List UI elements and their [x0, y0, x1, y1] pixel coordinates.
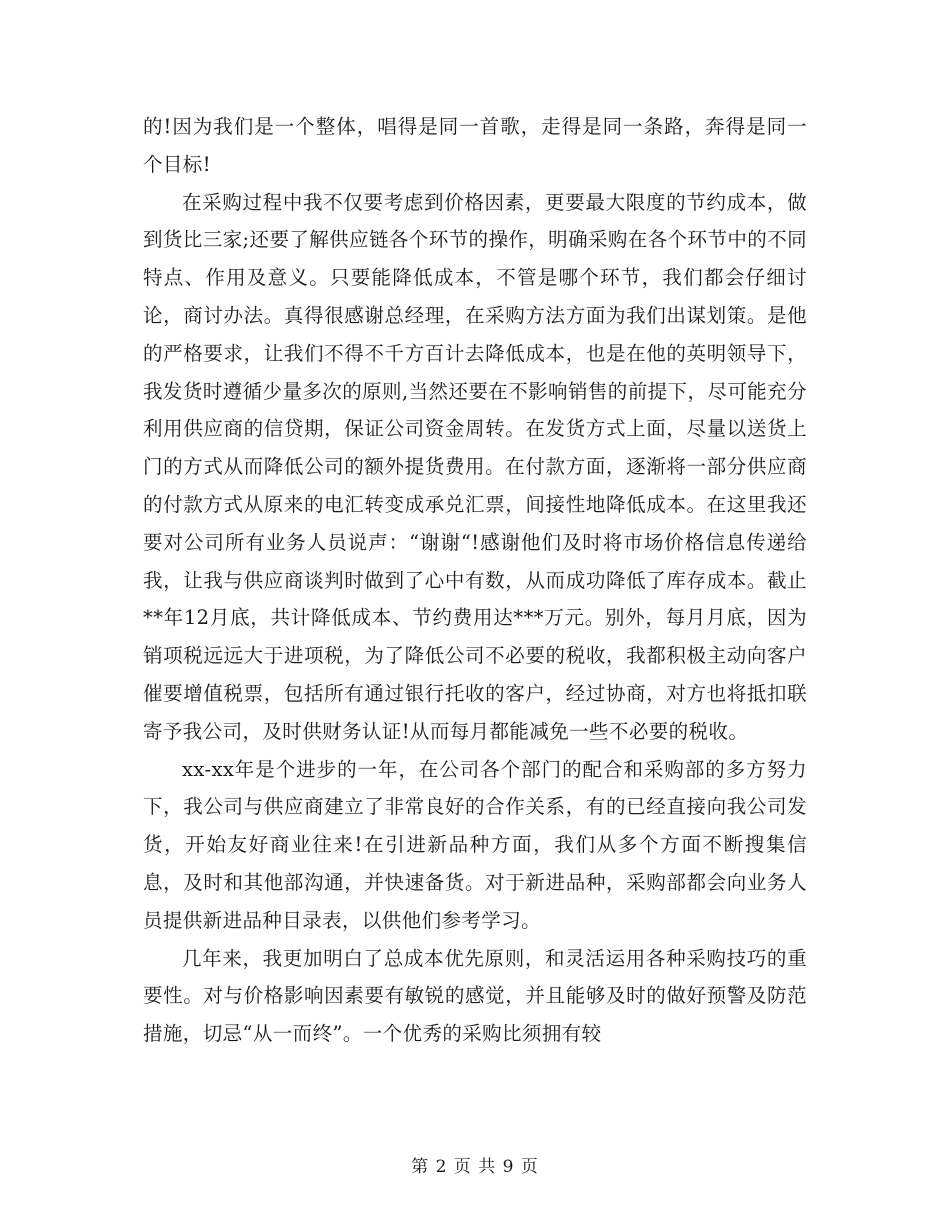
- paragraph-purchasing-skills: 几年来，我更加明白了总成本优先原则，和灵活运用各种采购技巧的重要性。对与价格影响因素要有敏锐的感觉，并且能够及时的做好预警及防范措施，切忌“从一而终”。一个优秀的采购比须拥有较: [143, 946, 807, 1046]
- page-number-footer: 第 2 页 共 9 页: [411, 1157, 539, 1177]
- document-body: [143, 108, 807, 1053]
- paragraph-cost-saving: 在采购过程中我不仅要考虑到价格因素，更要最大限度的节约成本，做到货比三家;还要了解供应链各个环节的操作，明确采购在各个环节中的不同特点、作用及意义。只要能降低成本，不管是哪个环节，我们都会仔细讨论，商讨办法。真得很感谢总经理，在采购方法方面为我们出谋划策。是他的严格要求，让我们不得不千方百计去降低成本，也是在他的英明领导下，我发货时遵循少量多次的原则,当然还要在不影响销售的前提下，尽可能充分利用供应商的信贷期，保证公司资金周转。在发货方式上面，尽量以送货上门的方式从而降低公司的额外提货费用。在付款方面，逐渐将一部分供应商的付款方式从原来的电汇转变成承兑汇票，间接性地降低成本。在这里我还要对公司所有业务人员说声：“谢谢“!感谢他们及时将市场价格信息传递给我，让我与供应商谈判时做到了心中有数，从而成功降低了库存成本。截止**年12月底，共计降低成本、节约费用达***万元。别外，每月月底，因为销项税远远大于进项税，为了降低公司不必要的税收，我都积极主动向客户催要增值税票，包括所有通过银行托收的客户，经过协商，对方也将抵扣联寄予我公司，及时供财务认证!从而每月都能减免一些不必要的税收。: [143, 190, 807, 743]
- paragraph-continuation: 的!因为我们是一个整体，唱得是同一首歌，走得是同一条路，奔得是同一个目标!: [143, 115, 807, 176]
- paragraph-supplier-relations: xx-xx年是个进步的一年，在公司各个部门的配合和采购部的多方努力下，我公司与供应商建立了非常良好的合作关系，有的已经直接向我公司发货，开始友好商业往来!在引进新品种方面，我们从多个方面不断搜集信息，及时和其他部沟通，并快速备货。对于新进品种，采购部都会向业务人员提供新进品种目录表，以供他们参考学习。: [143, 757, 807, 932]
